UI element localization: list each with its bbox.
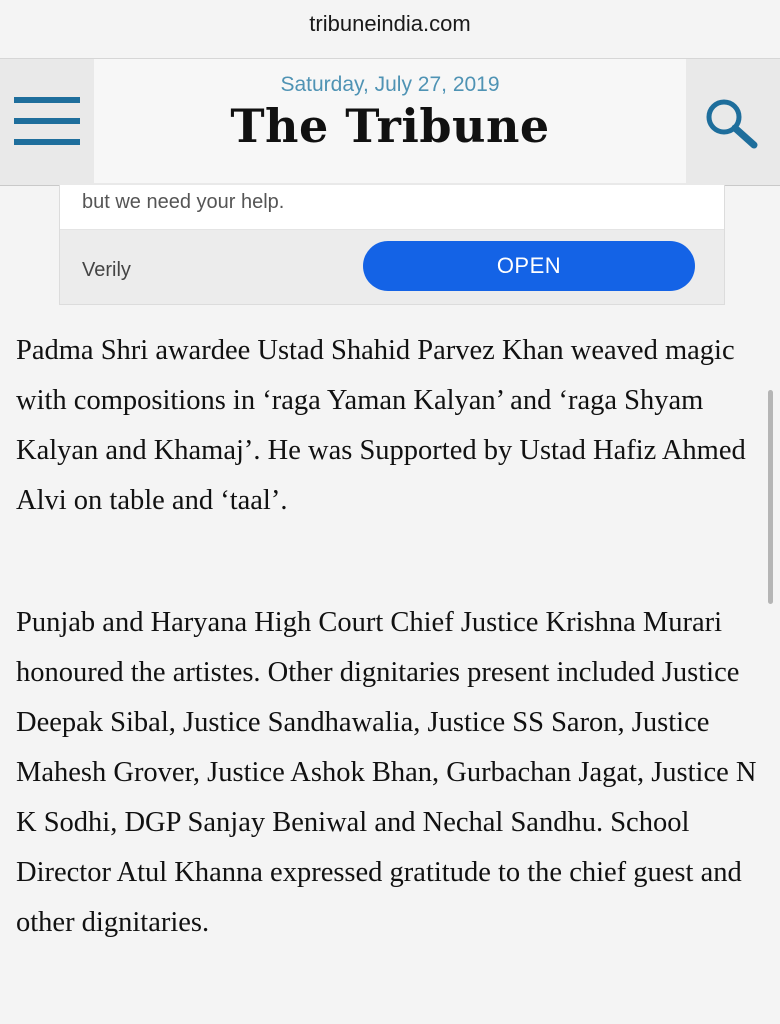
article-body bbox=[16, 326, 768, 948]
ad-text: but we need your help. bbox=[82, 191, 285, 213]
hamburger-menu-icon[interactable] bbox=[14, 97, 80, 145]
scrollbar[interactable] bbox=[768, 390, 773, 604]
masthead[interactable] bbox=[94, 59, 686, 183]
article-paragraph: Punjab and Haryana High Court Chief Justice Krishna Murari honoured the artistes. Other dignitaries present included Justice Deepak Sibal, Justice Sandhawalia, Justice SS Saron, Justice Mahesh Grover, Justice Ashok Bhan, Gurbachan Jagat, Justice N K Sodhi, DGP Sanjay Beniwal and Nechal Sandhu. School Director Atul Khanna expressed gratitude to the chief guest and other dignitaries. bbox=[16, 607, 757, 938]
ad-brand: Verily bbox=[82, 259, 131, 281]
site-logo[interactable]: The Tribune bbox=[230, 99, 550, 153]
ad-text-panel bbox=[60, 185, 724, 230]
browser-url-bar[interactable] bbox=[0, 0, 780, 58]
advertisement[interactable] bbox=[59, 185, 725, 305]
search-icon[interactable] bbox=[700, 95, 762, 153]
url-text[interactable]: tribuneindia.com bbox=[309, 11, 471, 36]
ad-open-button[interactable]: OPEN bbox=[363, 241, 695, 291]
article-paragraph: Padma Shri awardee Ustad Shahid Parvez Khan weaved magic with compositions in ‘raga Yaman Kalyan’ and ‘raga Shyam Kalyan and Khamaj’. He was Supported by Ustad Hafiz Ahmed Alvi on table and ‘taal’. bbox=[16, 335, 746, 516]
site-header bbox=[0, 58, 780, 186]
date-line: Saturday, July 27, 2019 bbox=[280, 73, 500, 96]
